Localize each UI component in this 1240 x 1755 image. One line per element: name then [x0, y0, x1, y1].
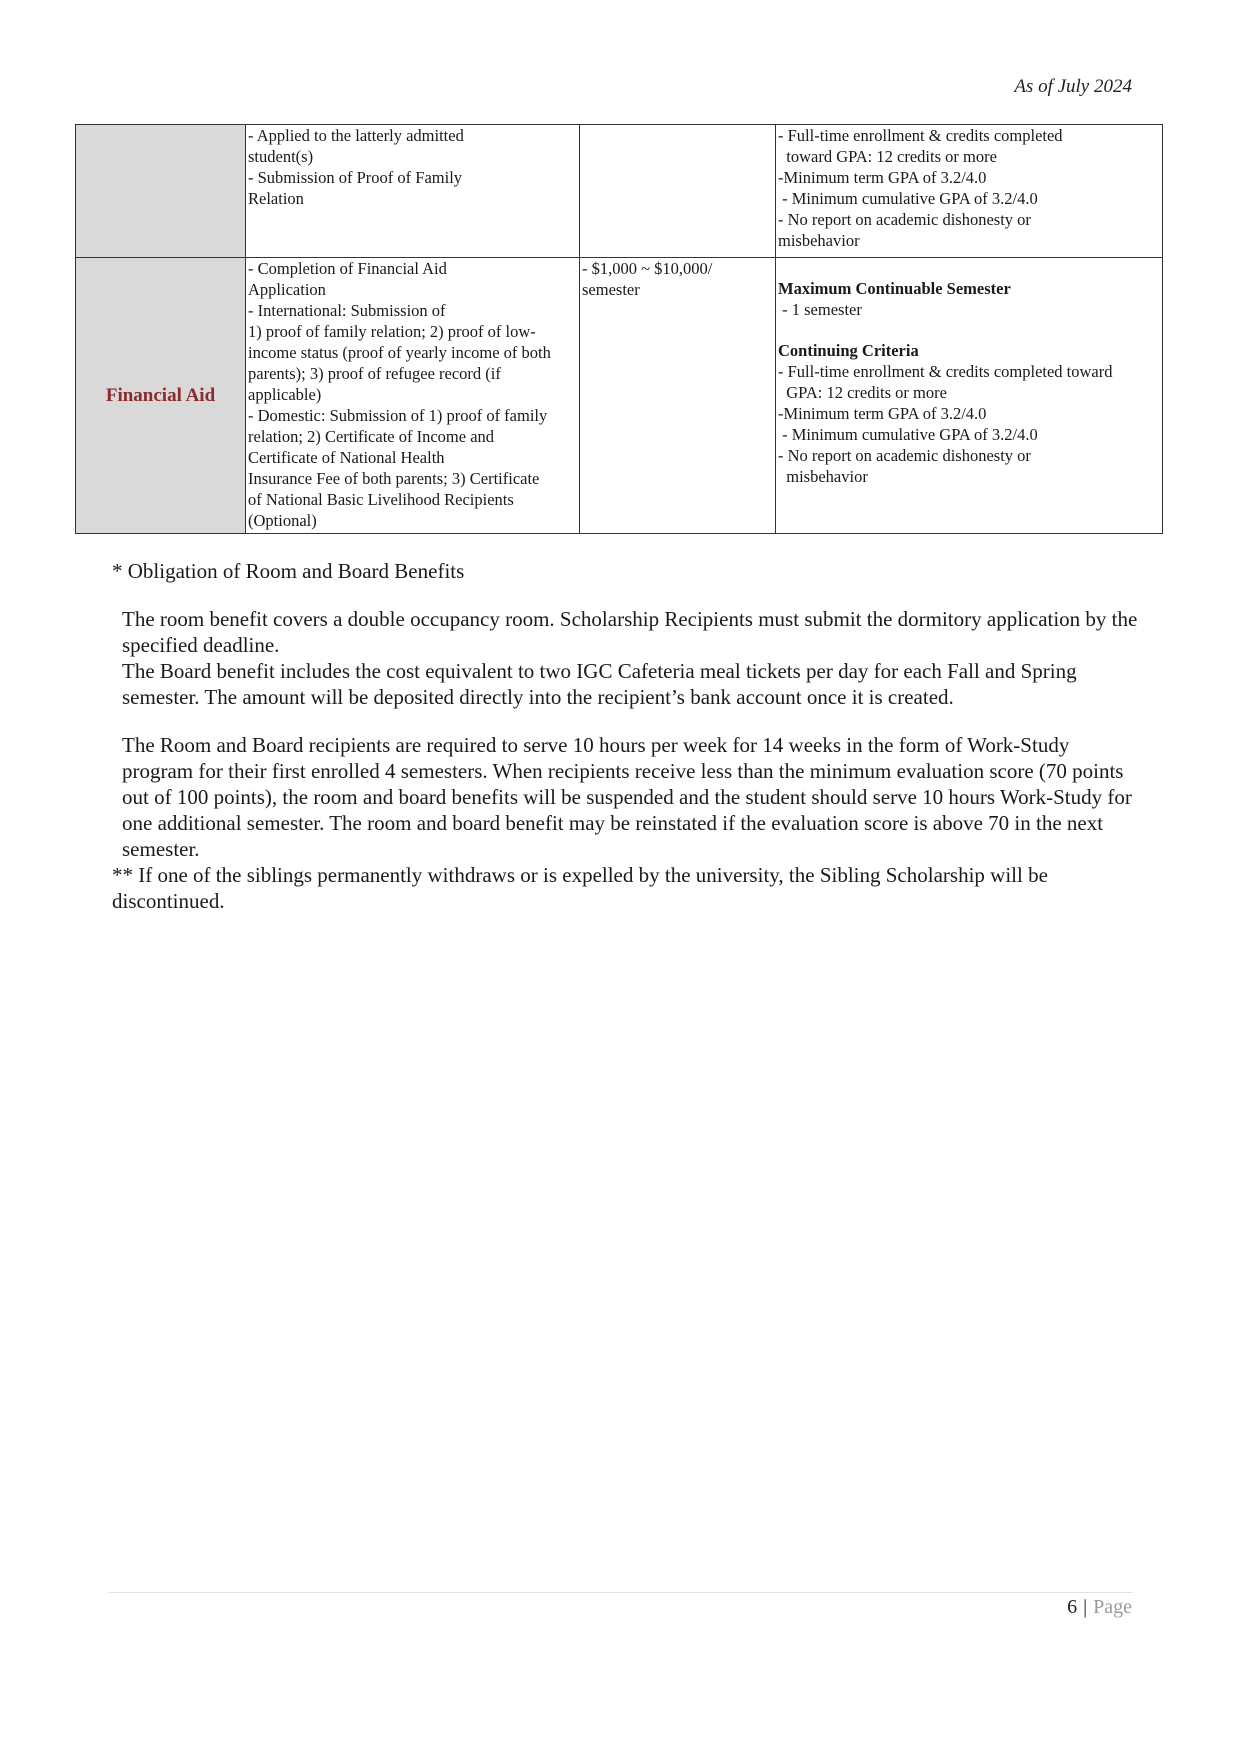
- requirements-cell: [246, 125, 580, 258]
- scholarship-name-cell: [76, 258, 246, 534]
- as-of-date: As of July 2024: [1014, 76, 1132, 97]
- room-benefit-paragraph: The room benefit covers a double occupancy room. Scholarship Recipients must submit the dormitory application by the specified deadline.: [122, 607, 1138, 657]
- table-row: [76, 258, 1163, 534]
- requirement-line: - Completion of Financial Aid: [248, 259, 447, 278]
- requirement-line: - Submission of Proof of Family: [248, 168, 463, 187]
- amount-line: semester: [582, 280, 640, 299]
- criteria-line: -Minimum term GPA of 3.2/4.0: [778, 168, 987, 187]
- work-study-paragraph: The Room and Board recipients are required to serve 10 hours per week for 14 weeks in the form of Work-Study program for their first enrolled 4 semesters. When recipients receive less than the minimum evaluation score (70 points out of 100 points), the room and board benefits will be suspended and the student should serve 10 hours Work-Study for one additional semester. The room and board benefit may be reinstated if the evaluation score is above 70 in the next semester.: [122, 733, 1132, 861]
- amount-cell: [580, 125, 776, 258]
- scholarship-name-cell: [76, 125, 246, 258]
- max-semester-heading: Maximum Continuable Semester: [778, 279, 1011, 298]
- requirement-line: applicable): [248, 385, 322, 404]
- page-number: 6: [1067, 1596, 1078, 1618]
- requirement-line: Certificate of National Health: [248, 448, 445, 467]
- page-footer: [1067, 1596, 1132, 1619]
- criteria-line: -Minimum term GPA of 3.2/4.0: [778, 404, 987, 423]
- scholarship-name: Financial Aid: [105, 385, 216, 406]
- criteria-line: toward GPA: 12 credits or more: [778, 147, 997, 166]
- criteria-line: - No report on academic dishonesty or: [778, 446, 1031, 465]
- amount-line: - $1,000 ~ $10,000/: [582, 259, 713, 278]
- criteria-line: - Full-time enrollment & credits completed: [778, 126, 1063, 145]
- requirement-line: - Applied to the latterly admitted: [248, 126, 464, 145]
- requirements-cell: [246, 258, 580, 534]
- notes-section: [112, 558, 1142, 914]
- requirement-line: Insurance Fee of both parents; 3) Certificate: [248, 469, 540, 488]
- criteria-line: - Minimum cumulative GPA of 3.2/4.0: [778, 189, 1038, 208]
- criteria-cell: [776, 258, 1163, 534]
- requirement-line: - International: Submission of: [248, 301, 446, 320]
- table-row: [76, 125, 1163, 258]
- requirement-line: - Domestic: Submission of 1) proof of family: [248, 406, 548, 425]
- requirement-line: parents); 3) proof of refugee record (if: [248, 364, 501, 383]
- criteria-line: GPA: 12 credits or more: [778, 383, 947, 402]
- room-board-obligation-title: * Obligation of Room and Board Benefits: [112, 559, 465, 583]
- criteria-line: misbehavior: [778, 467, 868, 486]
- requirement-line: student(s): [248, 147, 314, 166]
- amount-cell: [580, 258, 776, 534]
- requirement-line: Relation: [248, 189, 304, 208]
- criteria-line: misbehavior: [778, 231, 860, 250]
- board-benefit-paragraph: The Board benefit includes the cost equivalent to two IGC Cafeteria meal tickets per day for each Fall and Spring semester. The amount will be deposited directly into the recipient’s bank account once it is created.: [122, 659, 1077, 709]
- requirement-line: of National Basic Livelihood Recipients: [248, 490, 514, 509]
- criteria-line: - Full-time enrollment & credits completed toward: [778, 362, 1113, 381]
- footer-separator: |: [1083, 1596, 1088, 1618]
- requirement-line: Application: [248, 280, 326, 299]
- continuing-criteria-heading: Continuing Criteria: [778, 341, 919, 360]
- requirement-line: (Optional): [248, 511, 317, 530]
- criteria-line: - Minimum cumulative GPA of 3.2/4.0: [778, 425, 1038, 444]
- page-label: Page: [1093, 1596, 1132, 1618]
- requirement-line: 1) proof of family relation; 2) proof of low-: [248, 322, 536, 341]
- scholarship-table: [75, 124, 1163, 534]
- sibling-scholarship-note: ** If one of the siblings permanently withdraws or is expelled by the university, the Sibling Scholarship will be discontinued.: [112, 863, 1048, 913]
- requirement-line: income status (proof of yearly income of both: [248, 343, 551, 362]
- criteria-line: - No report on academic dishonesty or: [778, 210, 1031, 229]
- max-semester-value: - 1 semester: [778, 300, 862, 319]
- footer-divider: [108, 1592, 1133, 1593]
- criteria-cell: [776, 125, 1163, 258]
- requirement-line: relation; 2) Certificate of Income and: [248, 427, 495, 446]
